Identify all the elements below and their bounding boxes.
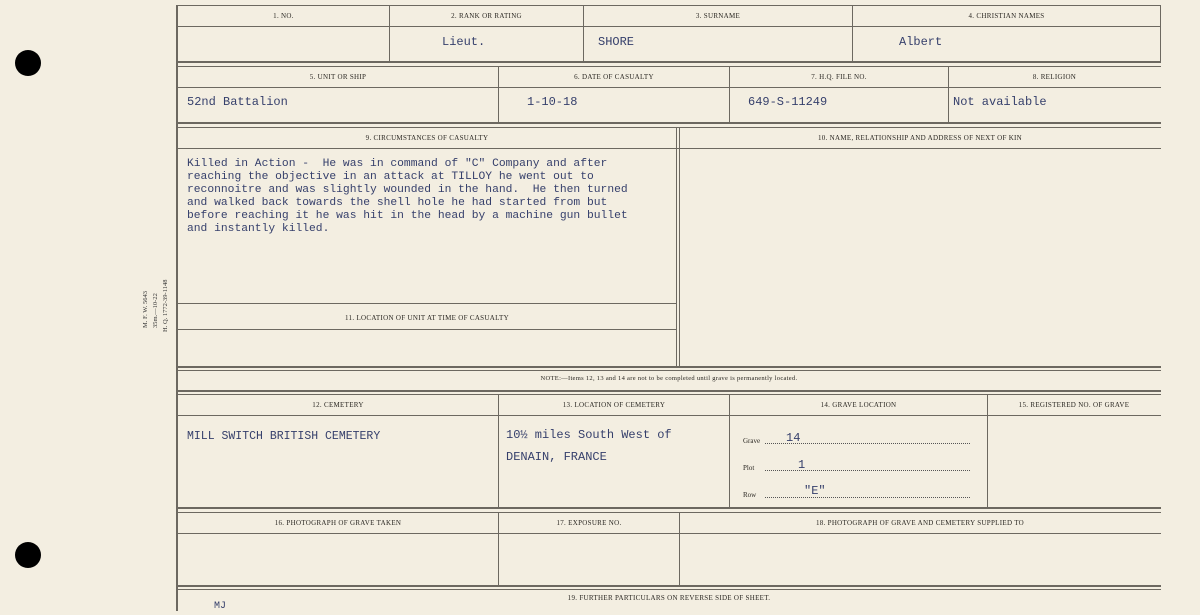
value-hq-file: 649-S-11249 xyxy=(748,95,828,109)
circumstances-line: reconnoitre and was slightly wounded in the hand. He then turned xyxy=(187,184,628,196)
label-cemetery: 12. CEMETERY xyxy=(312,401,364,409)
row4-div3 xyxy=(987,394,988,508)
row2-top xyxy=(176,66,1161,67)
row4-top xyxy=(176,394,1161,395)
label-surname: 3. SURNAME xyxy=(695,12,741,20)
label-rank: 2. RANK OR RATING xyxy=(451,12,522,20)
value-cemetery: MILL SWITCH BRITISH CEMETERY xyxy=(187,430,381,443)
note-top xyxy=(176,370,1161,371)
circumstances-line: Killed in Action - He was in command of "C" Company and after xyxy=(187,158,608,170)
row5-header-line xyxy=(176,533,1161,534)
note-bottom xyxy=(176,390,1161,392)
circumstances-line: and walked back towards the shell hole he had started from but xyxy=(187,197,608,209)
bottom-initials: MJ xyxy=(214,601,227,612)
row3-top xyxy=(176,127,1161,128)
row2-bottom xyxy=(176,122,1161,124)
value-cemetery-location-1: 10½ miles South West of xyxy=(506,428,672,442)
label-photo-supplied: 18. PHOTOGRAPH OF GRAVE AND CEMETERY SUPPLIED TO xyxy=(815,519,1025,527)
circumstances-line: reaching the objective in an attack at TILLOY he went out to xyxy=(187,171,594,183)
row4-header-line xyxy=(176,415,1161,416)
row1-top xyxy=(176,5,1161,6)
label-photo-taken: 16. PHOTOGRAPH OF GRAVE TAKEN xyxy=(274,519,402,527)
row4-div1 xyxy=(498,394,499,508)
label-grave-location: 14. GRAVE LOCATION xyxy=(820,401,897,409)
label-exposure: 17. EXPOSURE NO. xyxy=(556,519,622,527)
row5-top xyxy=(176,512,1161,513)
label-circumstances: 9. CIRCUMSTANCES OF CASUALTY xyxy=(365,134,489,142)
label-next-of-kin: 10. NAME, RELATIONSHIP AND ADDRESS OF NEXT OF KIN xyxy=(817,134,1023,142)
row5-bottom xyxy=(176,585,1161,587)
value-rank: Lieut. xyxy=(442,35,486,49)
plot-dotline xyxy=(765,470,970,471)
note-text: NOTE:—Items 12, 13 and 14 are not to be completed until grave is permanently located. xyxy=(540,375,798,382)
form-code-1: M. F. W. 5643 xyxy=(142,290,149,328)
row1-bottom xyxy=(176,61,1161,63)
binder-hole-bottom xyxy=(15,542,41,568)
row3-bottom xyxy=(176,366,1161,368)
value-christian-names: Albert xyxy=(899,35,943,49)
label-hq-file: 7. H.Q. FILE NO. xyxy=(811,73,867,81)
label-date: 6. DATE OF CASUALTY xyxy=(574,73,654,81)
label-location-of-unit: 11. LOCATION OF UNIT AT TIME OF CASUALTY xyxy=(345,314,509,322)
row1-header-line xyxy=(176,26,1161,27)
binder-hole-top xyxy=(15,50,41,76)
row4-div2 xyxy=(729,394,730,508)
value-cemetery-location-2: DENAIN, FRANCE xyxy=(506,450,607,464)
label-registered-no: 15. REGISTERED NO. OF GRAVE xyxy=(1018,401,1130,409)
label-further-particulars: 19. FURTHER PARTICULARS ON REVERSE SIDE OF SHEET. xyxy=(567,594,771,602)
label-row: Row xyxy=(743,491,757,499)
value-unit: 52nd Battalion xyxy=(187,95,288,109)
loc-header-line xyxy=(176,329,677,330)
value-row: "E" xyxy=(804,484,826,498)
row2-header-line xyxy=(176,87,1161,88)
row6-top xyxy=(176,589,1161,590)
value-grave: 14 xyxy=(786,431,801,445)
label-christian-names: 4. CHRISTIAN NAMES xyxy=(968,12,1045,20)
value-surname: SHORE xyxy=(598,35,635,49)
row3-div xyxy=(676,127,677,367)
row3-div-b xyxy=(679,127,680,367)
form-code-3: H. Q. 1772-39-1148 xyxy=(162,279,169,332)
row4-bottom xyxy=(176,507,1161,509)
label-plot: Plot xyxy=(743,464,755,472)
right-border xyxy=(1160,5,1161,62)
form-code-2: 35m.—10-22 xyxy=(152,293,159,328)
label-religion: 8. RELIGION xyxy=(1032,73,1077,81)
value-date: 1-10-18 xyxy=(527,95,578,109)
label-grave: Grave xyxy=(743,437,761,445)
circumstances-line: before reaching it he was hit in the head by a machine gun bullet xyxy=(187,210,628,222)
value-religion: Not available xyxy=(953,95,1047,109)
label-unit: 5. UNIT OR SHIP xyxy=(309,73,367,81)
circumstances-line: and instantly killed. xyxy=(187,223,330,235)
value-plot: 1 xyxy=(798,458,806,472)
circ-bottom xyxy=(176,303,677,304)
row3-header-line xyxy=(176,148,1161,149)
row-dotline xyxy=(765,497,970,498)
label-cemetery-location: 13. LOCATION OF CEMETERY xyxy=(562,401,666,409)
circumstances-text xyxy=(187,158,628,236)
label-no: 1. NO. xyxy=(273,12,294,20)
